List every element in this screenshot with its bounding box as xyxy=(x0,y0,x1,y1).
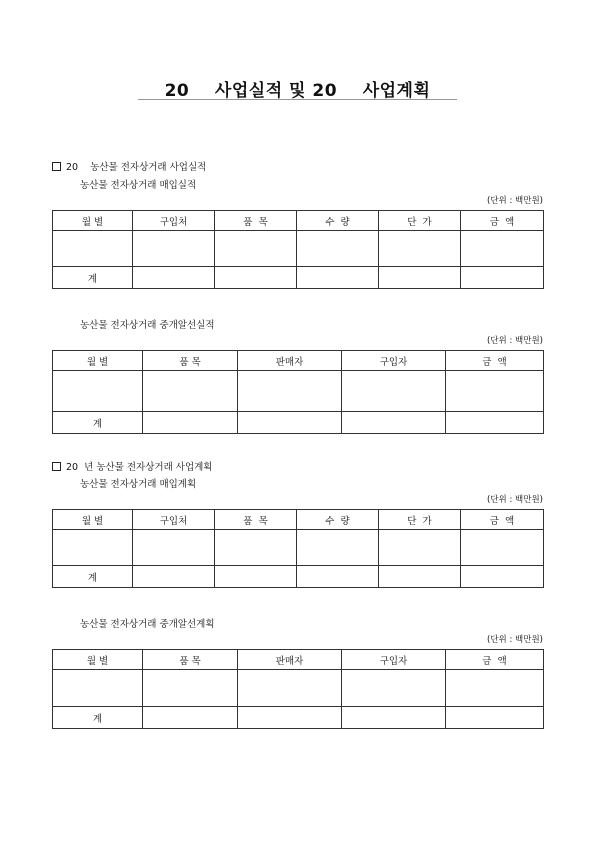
total-row xyxy=(53,566,544,588)
table-row xyxy=(53,371,544,412)
table-row xyxy=(53,530,544,566)
table-cell[interactable] xyxy=(215,267,297,289)
table-cell[interactable] xyxy=(215,231,297,267)
table-row xyxy=(53,231,544,267)
table-cell[interactable] xyxy=(342,412,446,434)
table-cell[interactable] xyxy=(238,707,342,729)
table-cell[interactable] xyxy=(446,371,544,412)
table-cell[interactable] xyxy=(379,566,461,588)
column-header: 금 액 xyxy=(446,650,544,670)
section-heading-1 xyxy=(52,159,206,173)
table-cell[interactable] xyxy=(238,412,342,434)
table-cell[interactable] xyxy=(342,670,446,707)
purchase-plan-table xyxy=(52,509,544,588)
section-heading-3 xyxy=(52,459,213,473)
column-header: 월 별 xyxy=(53,211,133,231)
column-header: 월 별 xyxy=(53,351,143,371)
table-cell[interactable] xyxy=(143,707,238,729)
column-header: 구입자 xyxy=(342,351,446,371)
table-header-row xyxy=(53,211,544,231)
table-cell[interactable] xyxy=(53,371,143,412)
brokerage-plan-table xyxy=(52,649,544,729)
table-cell[interactable] xyxy=(297,231,379,267)
table-cell[interactable] xyxy=(379,267,461,289)
table-cell[interactable] xyxy=(297,530,379,566)
column-header: 판매자 xyxy=(238,650,342,670)
unit-label: (단위 : 백만원) xyxy=(487,196,543,206)
table-cell[interactable] xyxy=(379,231,461,267)
column-header: 품 목 xyxy=(143,650,238,670)
table-header-row xyxy=(53,510,544,530)
sub-heading-purchase-actual: 농산물 전자상거래 매입실적 xyxy=(80,180,197,191)
column-header: 금 액 xyxy=(446,351,544,371)
column-header: 품 목 xyxy=(215,211,297,231)
total-label: 계 xyxy=(53,566,133,588)
table-cell[interactable] xyxy=(297,267,379,289)
total-label: 계 xyxy=(53,267,133,289)
section-heading-text: 20 농산물 전자상거래 사업실적 xyxy=(66,162,207,173)
unit-label: (단위 : 백만원) xyxy=(487,336,543,346)
table-cell[interactable] xyxy=(446,412,544,434)
table-cell[interactable] xyxy=(379,530,461,566)
table-cell[interactable] xyxy=(461,530,544,566)
column-header: 구입처 xyxy=(133,211,215,231)
table-cell[interactable] xyxy=(143,670,238,707)
column-header: 품 목 xyxy=(215,510,297,530)
table-cell[interactable] xyxy=(53,530,133,566)
column-header: 품 목 xyxy=(143,351,238,371)
title-underline xyxy=(138,99,457,100)
table-cell[interactable] xyxy=(461,231,544,267)
brokerage-actual-table xyxy=(52,350,544,434)
total-label: 계 xyxy=(53,412,143,434)
table-cell[interactable] xyxy=(143,412,238,434)
checkbox-square-icon xyxy=(52,462,61,471)
checkbox-square-icon xyxy=(52,162,61,171)
table-row xyxy=(53,670,544,707)
purchase-actual-table xyxy=(52,210,544,289)
table-cell[interactable] xyxy=(446,670,544,707)
sub-heading-brokerage-plan: 농산물 전자상거래 중개알선계획 xyxy=(80,619,215,630)
column-header: 판매자 xyxy=(238,351,342,371)
table-cell[interactable] xyxy=(342,371,446,412)
total-row xyxy=(53,267,544,289)
column-header: 월 별 xyxy=(53,650,143,670)
column-header: 구입자 xyxy=(342,650,446,670)
sub-heading-purchase-plan: 농산물 전자상거래 매입계획 xyxy=(80,479,197,490)
column-header: 월 별 xyxy=(53,510,133,530)
column-header: 구입처 xyxy=(133,510,215,530)
unit-label: (단위 : 백만원) xyxy=(487,635,543,645)
total-label: 계 xyxy=(53,707,143,729)
column-header: 단 가 xyxy=(379,510,461,530)
table-cell[interactable] xyxy=(215,566,297,588)
table-cell[interactable] xyxy=(133,530,215,566)
table-cell[interactable] xyxy=(238,670,342,707)
page-title: 20 사업실적 및 20 사업계획 xyxy=(164,81,431,101)
table-cell[interactable] xyxy=(143,371,238,412)
table-header-row xyxy=(53,650,544,670)
table-cell[interactable] xyxy=(342,707,446,729)
column-header: 수 량 xyxy=(297,211,379,231)
column-header: 금 액 xyxy=(461,510,544,530)
table-cell[interactable] xyxy=(53,670,143,707)
table-cell[interactable] xyxy=(461,566,544,588)
table-cell[interactable] xyxy=(461,267,544,289)
table-cell[interactable] xyxy=(53,231,133,267)
section-heading-text: 20 년 농산물 전자상거래 사업계획 xyxy=(66,462,213,473)
total-row xyxy=(53,412,544,434)
table-cell[interactable] xyxy=(133,267,215,289)
table-cell[interactable] xyxy=(297,566,379,588)
table-cell[interactable] xyxy=(133,231,215,267)
column-header: 단 가 xyxy=(379,211,461,231)
table-header-row xyxy=(53,351,544,371)
total-row xyxy=(53,707,544,729)
table-cell[interactable] xyxy=(215,530,297,566)
column-header: 금 액 xyxy=(461,211,544,231)
table-cell[interactable] xyxy=(133,566,215,588)
table-cell[interactable] xyxy=(446,707,544,729)
column-header: 수 량 xyxy=(297,510,379,530)
table-cell[interactable] xyxy=(238,371,342,412)
unit-label: (단위 : 백만원) xyxy=(487,495,543,505)
sub-heading-brokerage-actual: 농산물 전자상거래 중개알선실적 xyxy=(80,320,215,331)
